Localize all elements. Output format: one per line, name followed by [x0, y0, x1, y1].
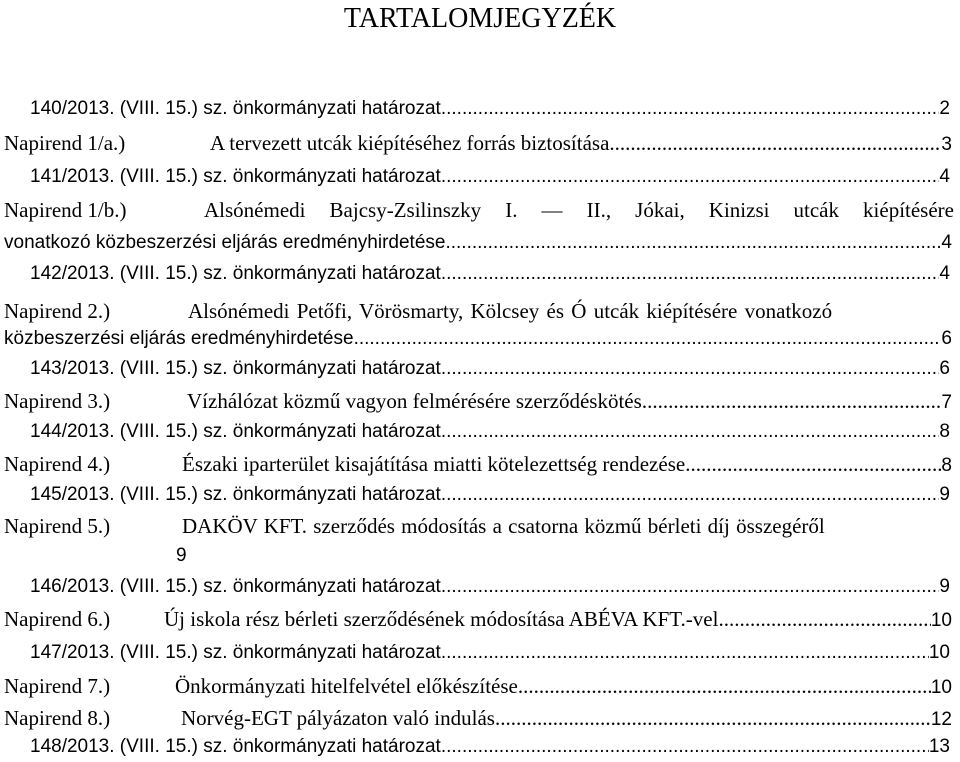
dot-leader [718, 607, 930, 632]
toc-entry[interactable] [30, 421, 950, 443]
toc-page-number: 8 [941, 455, 952, 476]
toc-page-number: 6 [941, 328, 952, 349]
toc-page-number: 9 [176, 545, 187, 566]
dot-leader [441, 484, 940, 506]
toc-agenda-label: Napirend 8.) [4, 706, 111, 730]
dot-leader [518, 674, 931, 699]
toc-entry[interactable] [4, 706, 952, 731]
toc-entry[interactable] [30, 736, 950, 758]
dot-leader [354, 328, 942, 350]
toc-entry-text: 145/2013. (VIII. 15.) sz. önkormányzati határozat [30, 484, 441, 505]
toc-entry-continuation [176, 545, 236, 567]
dot-leader [609, 131, 941, 156]
toc-entry[interactable] [30, 484, 950, 506]
toc-agenda-label: Napirend 3.) [4, 389, 111, 413]
toc-entry-text: 140/2013. (VIII. 15.) sz. önkormányzati határozat [30, 98, 441, 119]
toc-entry[interactable] [4, 452, 952, 477]
dot-leader [441, 576, 940, 598]
toc-entry[interactable] [30, 576, 950, 598]
toc-page-number: 8 [939, 421, 950, 442]
toc-entry[interactable] [4, 299, 954, 324]
dot-leader [441, 98, 940, 120]
toc-page-number: 4 [939, 166, 950, 187]
toc-entry[interactable] [4, 131, 952, 156]
toc-entry-text: Új iskola rész bérleti szerződésének módosítása ABÉVA KFT.-vel [164, 607, 719, 631]
toc-page-number: 10 [928, 642, 950, 663]
toc-entry[interactable] [4, 674, 952, 699]
toc-page-number: 4 [941, 232, 952, 253]
toc-entry-text-line2: közbeszerzési eljárás eredményhirdetése [4, 328, 354, 349]
toc-entry-continuation [4, 328, 952, 350]
toc-entry-text: A tervezett utcák kiépítéséhez forrás biztosítása [210, 131, 610, 155]
toc-entry[interactable] [4, 198, 954, 223]
toc-page-number: 10 [930, 677, 952, 698]
toc-entry-text-line1: Alsónémedi Bajcsy-Zsilinszky I. — II., Jókai, Kinizsi utcák kiépítésére [204, 198, 954, 222]
toc-agenda-label: Napirend 1/a.) [4, 131, 126, 155]
toc-page-number: 2 [939, 98, 950, 119]
toc-entry-text: 143/2013. (VIII. 15.) sz. önkormányzati határozat [30, 358, 441, 379]
toc-entry-text: Vízhálózat közmű vagyon felmérésére szerződéskötés [187, 389, 642, 413]
toc-entry[interactable] [30, 98, 950, 120]
toc-entry-text: Önkormányzati hitelfelvétel előkészítése [175, 674, 518, 698]
dot-leader [441, 736, 929, 758]
toc-entry[interactable] [4, 389, 952, 414]
dot-leader [441, 166, 940, 188]
toc-entry-text: Norvég-EGT pályázaton való indulás [181, 706, 495, 730]
toc-page-number: 7 [941, 392, 952, 413]
toc-entry-text: Északi iparterület kisajátítása miatti kötelezettség rendezése [182, 452, 686, 476]
dot-leader [441, 263, 940, 285]
toc-entry-text: 142/2013. (VIII. 15.) sz. önkormányzati határozat [30, 263, 441, 284]
toc-entry-text: 146/2013. (VIII. 15.) sz. önkormányzati határozat [30, 576, 441, 597]
toc-entry-text: 144/2013. (VIII. 15.) sz. önkormányzati határozat [30, 421, 441, 442]
toc-agenda-label: Napirend 5.) [4, 514, 111, 538]
toc-entry[interactable] [30, 263, 950, 285]
toc-entry-text-line2: vonatkozó közbeszerzési eljárás eredményhirdetése [4, 232, 446, 253]
toc-page-number: 3 [941, 134, 952, 155]
toc-entry-text: DAKÖV KFT. szerződés módosítás a csatorna közmű bérleti díj összegéről [182, 514, 825, 538]
dot-leader [445, 232, 941, 254]
dot-leader [441, 421, 940, 443]
toc-entry[interactable] [30, 166, 950, 188]
dot-leader [495, 706, 931, 731]
toc-entry[interactable] [4, 607, 952, 632]
toc-entry-text: 141/2013. (VIII. 15.) sz. önkormányzati határozat [30, 166, 441, 187]
dot-leader [642, 389, 942, 414]
toc-page-number: 9 [939, 576, 950, 597]
toc-page-number: 13 [928, 736, 950, 757]
dot-leader [441, 642, 929, 664]
dot-leader [441, 358, 940, 380]
dot-leader [685, 452, 941, 477]
toc-page-number: 6 [939, 358, 950, 379]
toc-page-number: 9 [939, 484, 950, 505]
toc-entry[interactable] [30, 358, 950, 380]
toc-page-number: 12 [930, 709, 952, 730]
toc-entry-continuation [4, 232, 952, 254]
toc-entry-text: 148/2013. (VIII. 15.) sz. önkormányzati határozat [30, 736, 441, 757]
toc-page-number: 10 [930, 610, 952, 631]
toc-entry-text: 147/2013. (VIII. 15.) sz. önkormányzati határozat [30, 642, 441, 663]
toc-agenda-label: Napirend 4.) [4, 452, 111, 476]
toc-agenda-label: Napirend 1/b.) [4, 198, 127, 222]
toc-agenda-label: Napirend 7.) [4, 674, 111, 698]
toc-entry[interactable] [30, 642, 950, 664]
toc-page-number: 4 [939, 263, 950, 284]
toc-entry-text-line1: Alsónémedi Petőfi, Vörösmarty, Kölcsey és Ó utcák kiépítésére vonatkozó [188, 299, 833, 323]
toc-agenda-label: Napirend 2.) [4, 299, 111, 323]
toc-entry[interactable] [4, 514, 956, 539]
toc-agenda-label: Napirend 6.) [4, 607, 111, 631]
page-title: TARTALOMJEGYZÉK [343, 3, 617, 34]
